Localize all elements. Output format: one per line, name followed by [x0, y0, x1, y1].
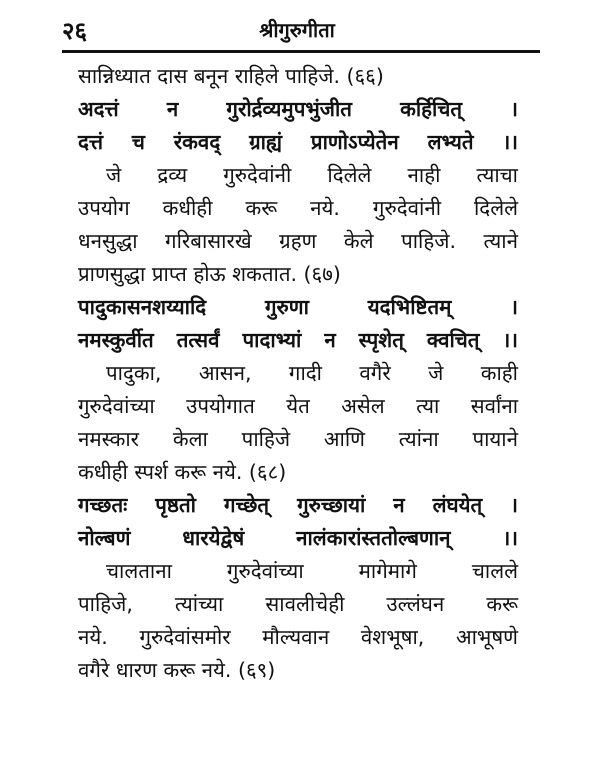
- verse-line: दत्तं च रंकवद् ग्राह्यं प्राणोऽप्येतेन लभ्यते ।।: [78, 130, 518, 154]
- prose-line: वगैरे धारण करू नये. (६९): [78, 658, 276, 682]
- prose-line: उपयोग कधीही करू नये. गुरुदेवांनी दिलेले: [78, 196, 518, 220]
- header-rule: [62, 50, 540, 53]
- body-text: [78, 60, 518, 687]
- prose-line: कधीही स्पर्श करू नये. (६८): [78, 460, 287, 484]
- prose-line: प्राणसुद्धा प्राप्त होऊ शकतात. (६७): [78, 262, 341, 286]
- prose-line: नमस्कार केला पाहिजे आणि त्यांना पायाने: [78, 427, 518, 451]
- prose-line: नये. गुरुदेवांसमोर मौल्यवान वेशभूषा, आभूषणे: [78, 625, 518, 649]
- page-header: [62, 10, 532, 50]
- prose-line: गुरुदेवांच्या उपयोगात येत असेल त्या सर्वांना: [78, 394, 518, 418]
- prose-line: सान्निध्यात दास बनून राहिले पाहिजे. (६६): [78, 64, 384, 88]
- verse-line: गच्छतः पृष्ठतो गच्छेत् गुरुच्छायां न लंघयेत् ।: [78, 493, 518, 517]
- verse-line: नोल्बणं धारयेद्वेषं नालंकारांस्ततोल्बणान् ।।: [78, 526, 518, 550]
- running-title: श्रीगुरुगीता: [259, 18, 335, 42]
- prose-line: पाहिजे, त्यांच्या सावलीचेही उल्लंघन करू: [78, 592, 518, 616]
- verse-line: नमस्कुर्वीत तत्सर्वं पादाभ्यां न स्पृशेत् क्वचित् ।।: [78, 328, 518, 352]
- page-number: २६: [62, 17, 87, 45]
- prose-line: जे द्रव्य गुरुदेवांनी दिलेले नाही त्याचा: [106, 163, 518, 187]
- prose-line: पादुका, आसन, गादी वगैरे जे काही: [106, 361, 518, 385]
- prose-line: चालताना गुरुदेवांच्या मागेमागे चालले: [106, 559, 518, 583]
- verse-line: पादुकासनशय्यादि गुरुणा यदभिष्टितम् ।: [78, 295, 518, 319]
- prose-line: धनसुद्धा गरिबासारखे ग्रहण केले पाहिजे. त्याने: [78, 229, 518, 253]
- verse-line: अदत्तं न गुरोर्द्रव्यमुपभुंजीत कर्हिचित् ।: [78, 97, 518, 121]
